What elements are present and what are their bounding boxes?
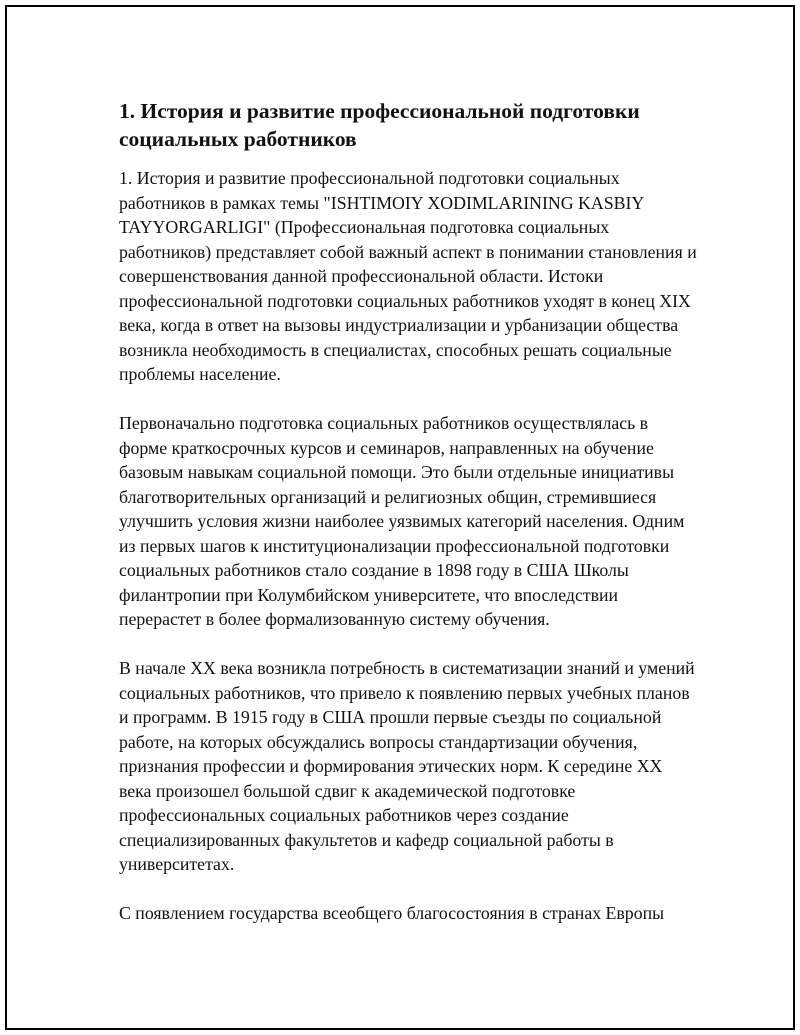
document-body [119, 97, 699, 950]
paragraph-welfare-state: С появлением государства всеобщего благосостояния в странах Европы [119, 903, 665, 923]
paragraph-early-training: Первоначально подготовка социальных работников осуществлялась в форме краткосрочных курсов и семинаров, направленных на обучение базовым навыкам социальной помощи. Это были отдельные инициативы благотворительных организаций и религиозных общин, стремившиеся улучшить условия жизни наиболее уязвимых категорий населения. Одним из первых шагов к институционализации профессиональной подготовки социальных работников стало создание в 1898 году в США Школы филантропии при Колумбийском университете, что впоследствии перерастет в более формализованную систему обучения. [119, 413, 685, 629]
document-page [5, 5, 795, 1030]
section-heading: 1. История и развитие профессиональной подготовки социальных работников [119, 99, 640, 151]
paragraph-intro: 1. История и развитие профессиональной подготовки социальных работников в рамках темы "ISHTIMOIY XODIMLARINING KASBIY TAYYORGARLIGI" (Профессиональная подготовка социальных работников) представляет собой важный аспект в понимании становления и совершенствования данной профессиональной области. Истоки профессиональной подготовки социальных работников уходят в конец XIX века, когда в ответ на вызовы индустриализации и урбанизации общества возникла необходимость в специалистах, способных решать социальные проблемы население. [119, 168, 697, 384]
paragraph-20th-century: В начале XX века возникла потребность в систематизации знаний и умений социальных работников, что привело к появлению первых учебных планов и программ. В 1915 году в США прошли первые съезды по социальной работе, на которых обсуждались вопросы стандартизации обучения, признания профессии и формирования этических норм. К середине XX века произошел большой сдвиг к академической подготовке профессиональных социальных работников через создание специализированных факультетов и кафедр социальной работы в университетах. [119, 658, 695, 874]
